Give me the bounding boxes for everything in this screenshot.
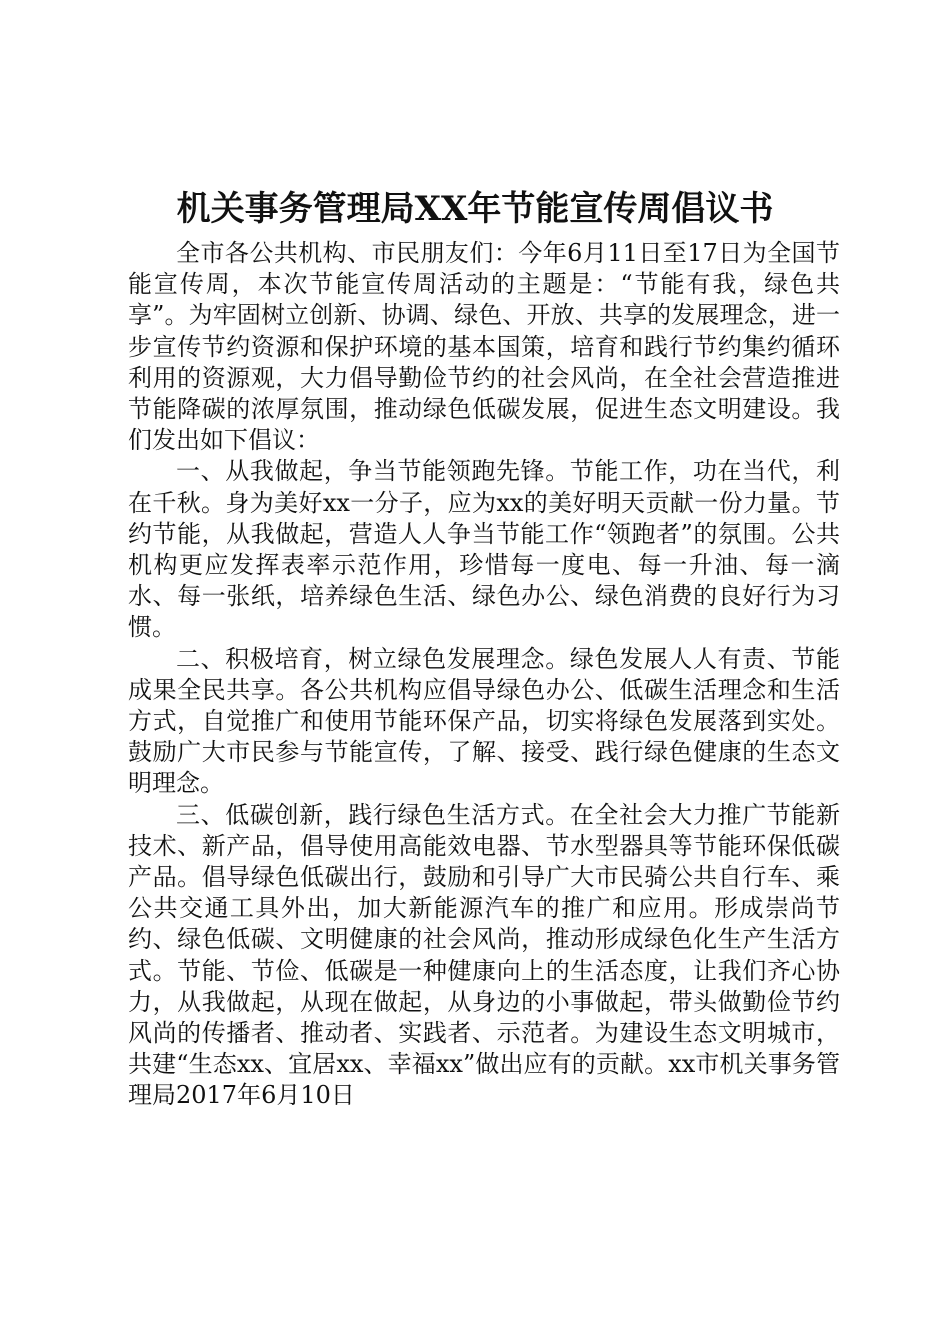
paragraph-proposal-1: 一、从我做起，争当节能领跑先锋。节能工作，功在当代，利在千秋。身为美好xx一分子，应为xx的美好明天贡献一份力量。节约节能，从我做起，营造人人争当节能工作“领跑者”的氛围。公共机构更应发挥表率示范作用，珍惜每一度电、每一升油、每一滴水、每一张纸，培养绿色生活、绿色办公、绿色消费的良好行为习惯。 bbox=[128, 457, 840, 642]
paragraph-proposal-3: 三、低碳创新，践行绿色生活方式。在全社会大力推广节能新技术、新产品，倡导使用高能效电器、节水型器具等节能环保低碳产品。倡导绿色低碳出行，鼓励和引导广大市民骑公共自行车、乘公共交通工具外出，加大新能源汽车的推广和应用。形成崇尚节约、绿色低碳、文明健康的社会风尚，推动形成绿色化生产生活方式。节能、节俭、低碳是一种健康向上的生活态度，让我们齐心协力，从我做起，从现在做起，从身边的小事做起，带头做勤俭节约风尚的传播者、推动者、实践者、示范者。为建设生态文明城市，共建“生态xx、宜居xx、幸福xx”做出应有的贡献。xx市机关事务管理局2017年6月10日 bbox=[128, 800, 840, 1110]
document-title: 机关事务管理局XX年节能宣传周倡议书 bbox=[176, 189, 774, 229]
document-body bbox=[128, 238, 840, 1112]
paragraph-greeting: 全市各公共机构、市民朋友们：今年6月11日至17日为全国节能宣传周，本次节能宣传周活动的主题是：“节能有我，绿色共享”。为牢固树立创新、协调、绿色、开放、共享的发展理念，进一步宣传节约资源和保护环境的基本国策，培育和践行节约集约循环利用的资源观，大力倡导勤俭节约的社会风尚，在全社会营造推进节能降碳的浓厚氛围，推动绿色低碳发展，促进生态文明建设。我们发出如下倡议： bbox=[128, 239, 840, 455]
paragraph-proposal-2: 二、积极培育，树立绿色发展理念。绿色发展人人有责、节能成果全民共享。各公共机构应倡导绿色办公、低碳生活理念和生活方式，自觉推广和使用节能环保产品，切实将绿色发展落到实处。鼓励广大市民参与节能宣传，了解、接受、践行绿色健康的生态文明理念。 bbox=[128, 644, 840, 798]
